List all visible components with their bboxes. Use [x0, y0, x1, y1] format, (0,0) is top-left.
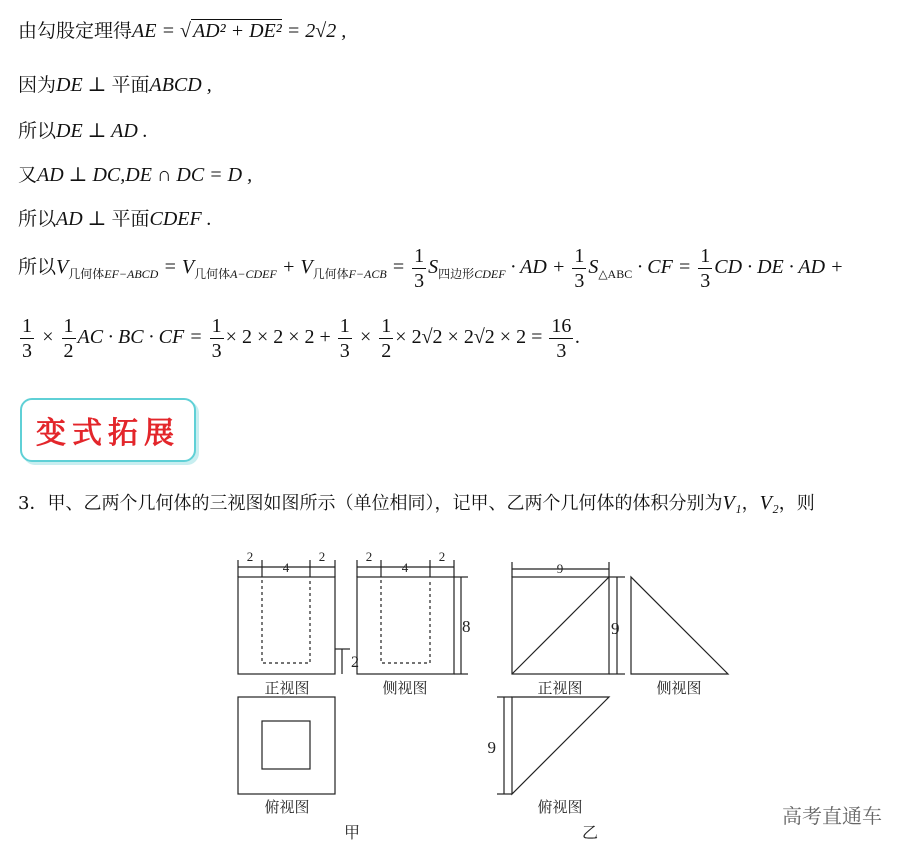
text: 因为 — [18, 74, 57, 96]
view-label: 正视图 — [264, 681, 310, 697]
math: DE ⊥ AD . — [56, 120, 148, 142]
radicand: AD² + DE² — [192, 20, 282, 42]
text: 由勾股定理得 — [18, 20, 133, 42]
view-label: 正视图 — [537, 681, 583, 697]
question-3: 3．甲、乙两个几何体的三视图如图所示（单位相同），记甲、乙两个几何体的体积分别为V₁，V₂，则 — [18, 492, 815, 514]
dim-label: 9 — [556, 561, 564, 576]
math: $\frac{1}{3}$ × $\frac{1}{2}$ AC · BC · CF = $\frac{1}{3}$ × 2 × 2 × 2 + $\frac{1}{3}$ × $\frac{1}{2}$ × 2√2 × 2√2 × 2 = $\frac{16}{3}$ . — [22, 315, 581, 362]
den: 2 — [63, 340, 74, 362]
dim-label: 2 — [365, 549, 373, 564]
dim-label: 4 — [282, 560, 290, 575]
caption: 乙 — [581, 825, 599, 842]
text: 所以 — [18, 208, 57, 230]
view-label: 侧视图 — [656, 681, 702, 697]
math: AD ⊥ DC,DE ∩ DC = D , — [37, 164, 253, 186]
caption: 甲 — [343, 825, 361, 842]
view-label: 俯视图 — [264, 800, 310, 816]
question-tail: ，则 — [778, 493, 815, 514]
den: 3 — [339, 340, 350, 362]
dim-label: 2 — [438, 549, 446, 564]
jia-top-inner — [262, 721, 310, 769]
sub: F−ACB — [348, 267, 387, 282]
view-label: 俯视图 — [537, 800, 583, 816]
dim-label: 2 — [318, 549, 326, 564]
num: 1 — [700, 245, 711, 267]
den: 3 — [211, 340, 222, 362]
num: 16 — [551, 315, 572, 337]
den: 3 — [574, 270, 585, 292]
num: 1 — [339, 315, 350, 337]
question-text: 3．甲、乙两个几何体的三视图如图所示（单位相同），记甲、乙两个几何体的体积分别为 — [18, 493, 723, 514]
math: × 2 × 2 × 2 + — [225, 326, 331, 349]
math: DE ⊥ — [56, 74, 112, 96]
sub-cn: 几何体 — [194, 267, 231, 282]
num: 1 — [381, 315, 392, 337]
text: 平面 — [111, 208, 150, 230]
jia-top-rect — [238, 697, 335, 794]
text: 所以 — [18, 256, 57, 279]
den: 3 — [22, 340, 32, 362]
yi-side-triangle — [631, 577, 728, 674]
num: 1 — [22, 315, 32, 337]
text: 所以 — [18, 120, 57, 142]
dim-label: 9 — [487, 738, 496, 757]
v2: V₂ — [759, 492, 779, 514]
sub-cn: 四边形 — [438, 267, 475, 282]
math: AC · BC · CF = — [77, 326, 203, 349]
yi-top-triangle — [512, 697, 609, 794]
den: 3 — [414, 270, 425, 292]
num: 1 — [63, 315, 74, 337]
dim-label: 2 — [246, 549, 254, 564]
dim-label: 8 — [462, 617, 471, 636]
math: × 2√2 × 2√2 × 2 = — [395, 326, 543, 349]
num: 1 — [574, 245, 585, 267]
math-lhs: AE = — [132, 20, 180, 42]
math: AD ⊥ — [56, 208, 112, 230]
math: $V_{几何体EF-ABCD} = V_{几何体A-CDEF} + V_{几何体F-ACB}$ = $\frac{1}{3}$ $S_{四边形CDEF}$ · AD + $\frac{1}{3}$ $S_{\triangle ABC}$ · CF = $\frac{1}{3}$ CD · DE · AD + — [56, 245, 844, 292]
dim-label: 9 — [611, 619, 620, 638]
watermark: 高考直通车 — [782, 804, 882, 828]
jia-front-hidden — [262, 580, 310, 663]
banner-title: 变式拓展 — [36, 416, 180, 451]
sub: EF−ABCD — [104, 267, 159, 282]
math-rhs: = 2√2 , — [281, 20, 347, 42]
sub: CDEF — [474, 267, 506, 282]
sub: A−CDEF — [230, 267, 277, 282]
sub: △ABC — [598, 267, 633, 282]
num: 1 — [211, 315, 222, 337]
jia-side-hidden — [381, 580, 430, 663]
math-tail: CD · DE · AD + — [714, 256, 844, 279]
sub-cn: 几何体 — [68, 267, 105, 282]
math: ABCD , — [149, 74, 212, 96]
num: 1 — [414, 245, 425, 267]
v1: V₁ — [722, 492, 742, 514]
view-label: 侧视图 — [382, 681, 428, 697]
den: 3 — [556, 340, 567, 362]
jia-front-rect — [238, 577, 335, 674]
dim-label: 4 — [401, 560, 409, 575]
math: CDEF . — [149, 208, 212, 230]
sub-cn: 几何体 — [312, 267, 349, 282]
den: 2 — [381, 340, 392, 362]
yi-front-diagonal — [512, 577, 609, 674]
dim-label: 2 — [351, 654, 359, 671]
jia-side-rect — [357, 577, 454, 674]
math: AE = √ AD² + DE² = 2√2 , — [132, 20, 347, 42]
text: 平面 — [111, 74, 150, 96]
text: 又 — [18, 164, 38, 186]
den: 3 — [700, 270, 711, 292]
